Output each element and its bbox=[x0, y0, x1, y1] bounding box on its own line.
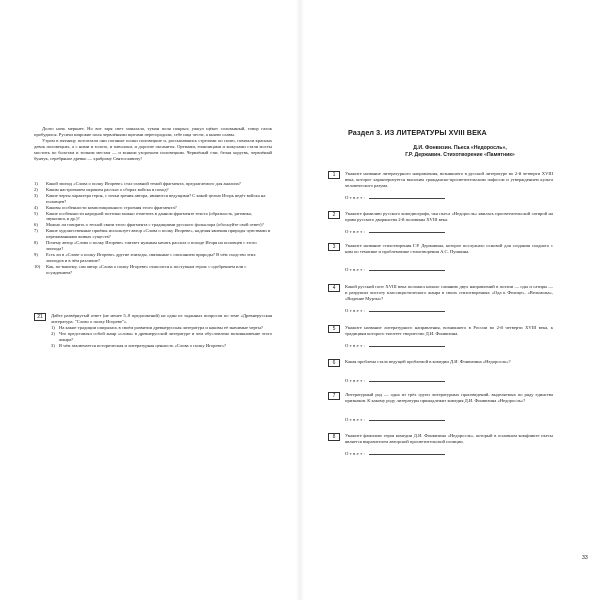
question-item: 2) Каким настроением окрашен рассказ о сборах войска в поход? bbox=[34, 186, 169, 192]
question-item: 5) Какие особенности народной поэтики можно отметить в данном фрагменте текста (образность, ритмика, звукопись и др.)? bbox=[34, 210, 252, 222]
task-5 bbox=[328, 325, 553, 348]
task-1 bbox=[328, 171, 553, 200]
task-text: Укажите фамилию героя комедии Д.И. Фонвизина «Недоросль», который в основном комфликте пьесы является выразителем авторской просветительской позиции. bbox=[345, 433, 553, 444]
task-21-prompt: Дайте развёрнутый ответ (не менее 5–8 предложений) на один из заданных вопросов по теме «Древнерусская литература. "Слово о полку Игореве"». bbox=[51, 313, 272, 324]
subtitle-line-2: Г.Р. Державин. Стихотворение «Памятник» bbox=[405, 151, 515, 158]
task-number-box: 1 bbox=[328, 171, 340, 179]
answer-field[interactable]: Ответ: bbox=[345, 451, 465, 456]
answer-field[interactable]: Ответ: bbox=[345, 343, 465, 348]
question-item: 3) Какие черты характера героя, с точки зрения автора, являются ведущими? С какой целью Игорь ведёт войска на половцев? bbox=[34, 192, 266, 204]
answer-field[interactable]: Ответ: bbox=[345, 267, 465, 272]
excerpt-paragraph-1: Долго ночь меркнет. Но вот заря свет запылала, туман поля покрыл; ужкул щёкот соловьиный, говор галок пробудился. Русичи широкие поля червлёными щитами перегородили, себе ища чести, а князю славы. bbox=[34, 126, 272, 137]
task-text: Укажите фамилию русского комедиографа, чья пьеса «Недоросль» явилась просветительской сатирой на права русского дворянства 2-й половины XVIII века. bbox=[345, 211, 553, 222]
question-item: 9) Есть ли в «Слове о полку Игореве» другие эпизоды, связанные с описанием природы? В чём сходство этих эпизодов и в чём различие? bbox=[34, 251, 256, 263]
task-21-text bbox=[51, 313, 272, 348]
task-number-box: 6 bbox=[328, 359, 340, 367]
question-item: 7) Какие художественные приёмы использует автор «Слова о полку Игореве», наделяя явления природы чувствами и переживаниями живых существ? bbox=[34, 228, 271, 240]
task-2 bbox=[328, 211, 553, 234]
task-number-box: 7 bbox=[328, 392, 340, 400]
task-number-box: 3 bbox=[328, 243, 340, 251]
answer-field[interactable]: Ответ: bbox=[345, 229, 465, 234]
answer-field[interactable]: Ответ: bbox=[345, 308, 465, 313]
question-item: 6) Можно ли говорить о тесной связи этого фрагмента с традициями русского фольклора (обоснуйте свой ответ)? bbox=[34, 222, 264, 228]
task-text: Какая проблема стала ведущей проблемой в комедии Д.И. Фонвизина «Недоросль»? bbox=[345, 359, 511, 364]
task-number-box: 4 bbox=[328, 284, 340, 292]
answer-field[interactable]: Ответ: bbox=[345, 195, 465, 200]
task-text: Укажите название литературного направления, возникшего в России во 2-й четверти XVIII века, к традициям которого тяготеет творчество Д.И. Фонвизина. bbox=[345, 325, 553, 336]
right-page bbox=[300, 0, 600, 600]
task-6 bbox=[328, 359, 553, 383]
task-number-box: 5 bbox=[328, 325, 340, 333]
question-item: 10) Как, по-вашему, сам автор «Слова о полку Игореве» относится к поступкам героя: с одобрением или с осуждением? bbox=[34, 263, 247, 275]
task-text: Укажите название стихотворения Г.Р. Державина, которое послужило основой для создания сходного с ним по тематике и проблематике стихотворения А.С. Пушкина. bbox=[345, 243, 553, 254]
page-number: 33 bbox=[582, 555, 588, 561]
task-text: Какой русский поэт XVIII века положил начало слиянию двух направлений в поэзии — оды и сатиры — и разрушил чистоту классицистического жанра в своих стихотворениях «Ода к Фелице», «Вельможа», «Видение Мурзы»? bbox=[345, 284, 553, 301]
task-text: Укажите название литературного направления, возникшего в русской литературе во 2-й четверти XVIII века, которое характеризуется высоким гражданско-просветительским пафосом и утверждением культа человеческого разума. bbox=[345, 171, 553, 188]
task-21 bbox=[34, 313, 272, 348]
task-8 bbox=[328, 433, 553, 456]
literary-excerpt bbox=[34, 126, 272, 162]
task-number-box: 2 bbox=[328, 211, 340, 219]
task-number-box: 21 bbox=[34, 313, 46, 321]
task-4 bbox=[328, 284, 553, 313]
excerpt-paragraph-2: Утром в пятницу потоптали они поганые полки половецкие и, рассыпавшись стрелами по полю, помчали красных девок половецких, а с ними и золото, и паволоки, и дорогие оксамиты. Ортмами, епанчицами и кожухами стали мосты мостить по болотам и топким местам — и всяким узорочьем половецким. Червлёный стяг, белая хоругвь, червлёный бунчук, серебряное древко — храброму Святославичу! bbox=[34, 138, 272, 161]
question-item: 8) Почему автор «Слова о полку Игореве» считает нужным начать рассказ о походе Игоря на половцев с этого эпизода? bbox=[34, 240, 257, 251]
task-21-sub: 1) На какие традиции опиралась в своём развитии древнерусская литература и каковы её значимые черты? bbox=[51, 324, 263, 330]
subtitle-line-1: Д.И. Фонвизин. Пьеса «Недоросль», bbox=[413, 145, 507, 151]
task-3 bbox=[328, 243, 553, 272]
answer-field[interactable]: Ответ: bbox=[345, 378, 465, 383]
question-item: 1) Какой эпизод «Слова о полку Игореве» стал главной темой фрагмента, предлагаемого для анализа? bbox=[34, 181, 241, 186]
answer-field[interactable]: Ответ: bbox=[345, 417, 465, 422]
task-21-sub: 3) В чём заключается историческая и литературная ценность «Слова о полку Игореве»? bbox=[51, 342, 227, 348]
task-number-box: 8 bbox=[328, 433, 340, 441]
section-subtitle bbox=[340, 145, 580, 158]
task-21-sub: 2) Что представлял собой жанр «слова» в древнерусской литературе и чем обусловлено возникновение этого жанра? bbox=[51, 330, 272, 342]
section-title: Раздел 3. ИЗ ЛИТЕРАТУРЫ XVIII ВЕКА bbox=[348, 128, 487, 137]
task-7 bbox=[328, 392, 553, 422]
question-item: 4) Каковы особенности композиционного строения этого фрагмента? bbox=[34, 204, 177, 210]
analysis-questions bbox=[34, 181, 272, 276]
task-text: Литературный род — одна из трёх групп литературных произведений, выделяемых по ряду единства признаков. К какому роду литературы принадлежит комедия Д.И. Фонвизина «Недоросль»? bbox=[345, 392, 553, 403]
